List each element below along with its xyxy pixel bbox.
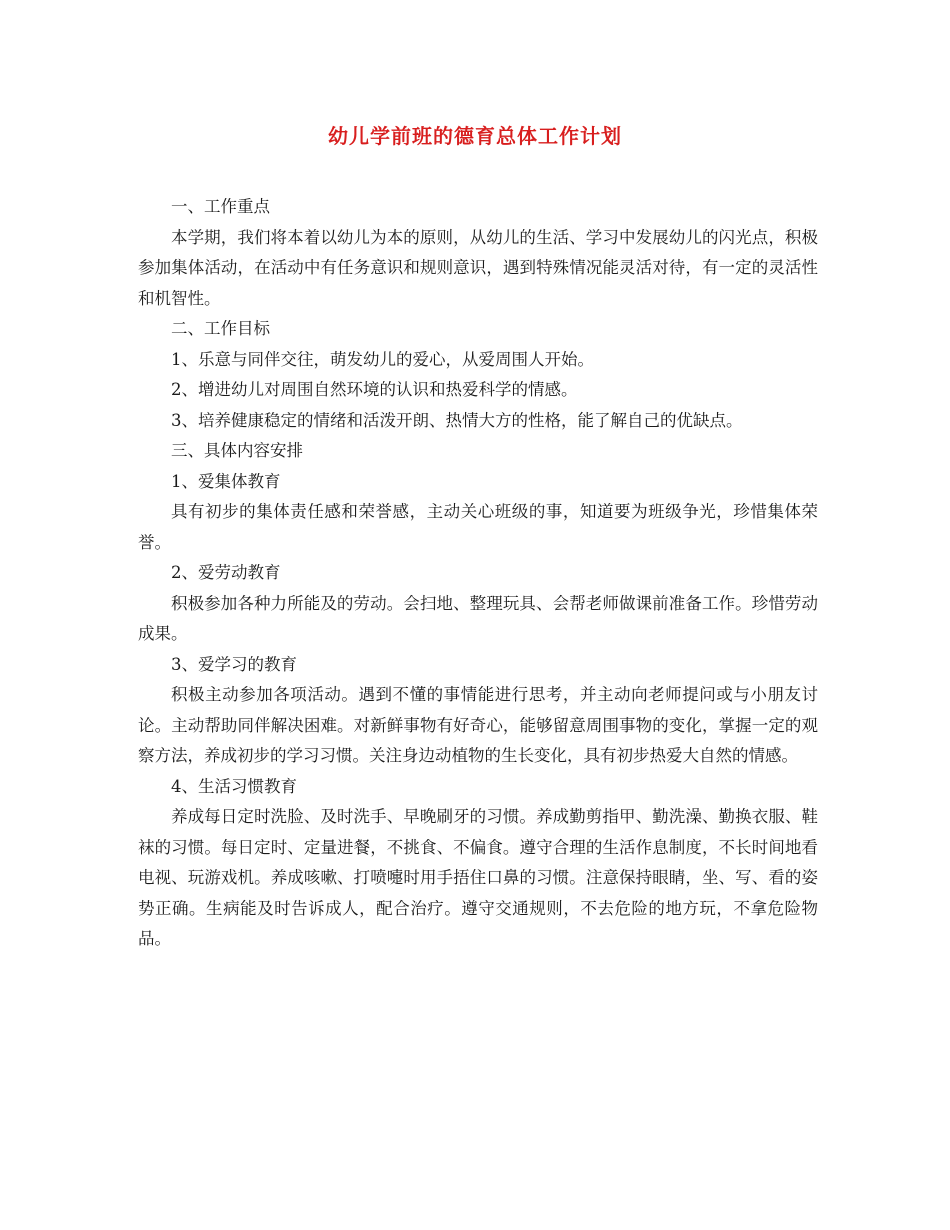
paragraph: 本学期，我们将本着以幼儿为本的原则，从幼儿的生活、学习中发展幼儿的闪光点，积极参加集体活动，在活动中有任务意识和规则意识，遇到特殊情况能灵活对待，有一定的灵活性和机智性。	[138, 227, 818, 308]
list-item: 2、增进幼儿对周围自然环境的认识和热爱科学的情感。	[171, 380, 578, 399]
paragraph: 养成每日定时洗脸、及时洗手、早晚刷牙的习惯。养成勤剪指甲、勤洗澡、勤换衣服、鞋袜的习惯。每日定时、定量进餐，不挑食、不偏食。遵守合理的生活作息制度，不长时间地看电视、玩游戏机。养成咳嗽、打喷嚏时用手捂住口鼻的习惯。注意保持眼睛，坐、写、看的姿势正确。生病能及时告诉成人，配合治疗。遵守交通规则，不去危险的地方玩，不拿危险物品。	[138, 807, 818, 948]
document-body	[138, 192, 818, 955]
subsection-heading: 3、爱学习的教育	[171, 654, 297, 674]
subsection-heading: 4、生活习惯教育	[171, 776, 297, 796]
list-item: 3、培养健康稳定的情绪和活泼开朗、热情大方的性格，能了解自己的优缺点。	[171, 410, 743, 430]
paragraph: 积极主动参加各项活动。遇到不懂的事情能进行思考，并主动向老师提问或与小朋友讨论。主动帮助同伴解决困难。对新鲜事物有好奇心，能够留意周围事物的变化，掌握一定的观察方法，养成初步的学习习惯。关注身边动植物的生长变化，具有初步热爱大自然的情感。	[138, 685, 818, 765]
document-title: 幼儿学前班的德育总体工作计划	[328, 124, 622, 148]
paragraph: 积极参加各种力所能及的劳动。会扫地、整理玩具、会帮老师做课前准备工作。珍惜劳动成果。	[138, 593, 818, 643]
section-heading: 二、工作目标	[171, 319, 270, 338]
subsection-heading: 2、爱劳动教育	[171, 563, 281, 582]
section-heading: 三、具体内容安排	[171, 441, 303, 460]
list-item: 1、乐意与同伴交往，萌发幼儿的爱心，从爱周围人开始。	[171, 349, 594, 369]
paragraph: 具有初步的集体责任感和荣誉感，主动关心班级的事，知道要为班级争光，珍惜集体荣誉。	[138, 502, 818, 552]
section-heading: 一、工作重点	[171, 197, 270, 216]
subsection-heading: 1、爱集体教育	[171, 471, 281, 491]
